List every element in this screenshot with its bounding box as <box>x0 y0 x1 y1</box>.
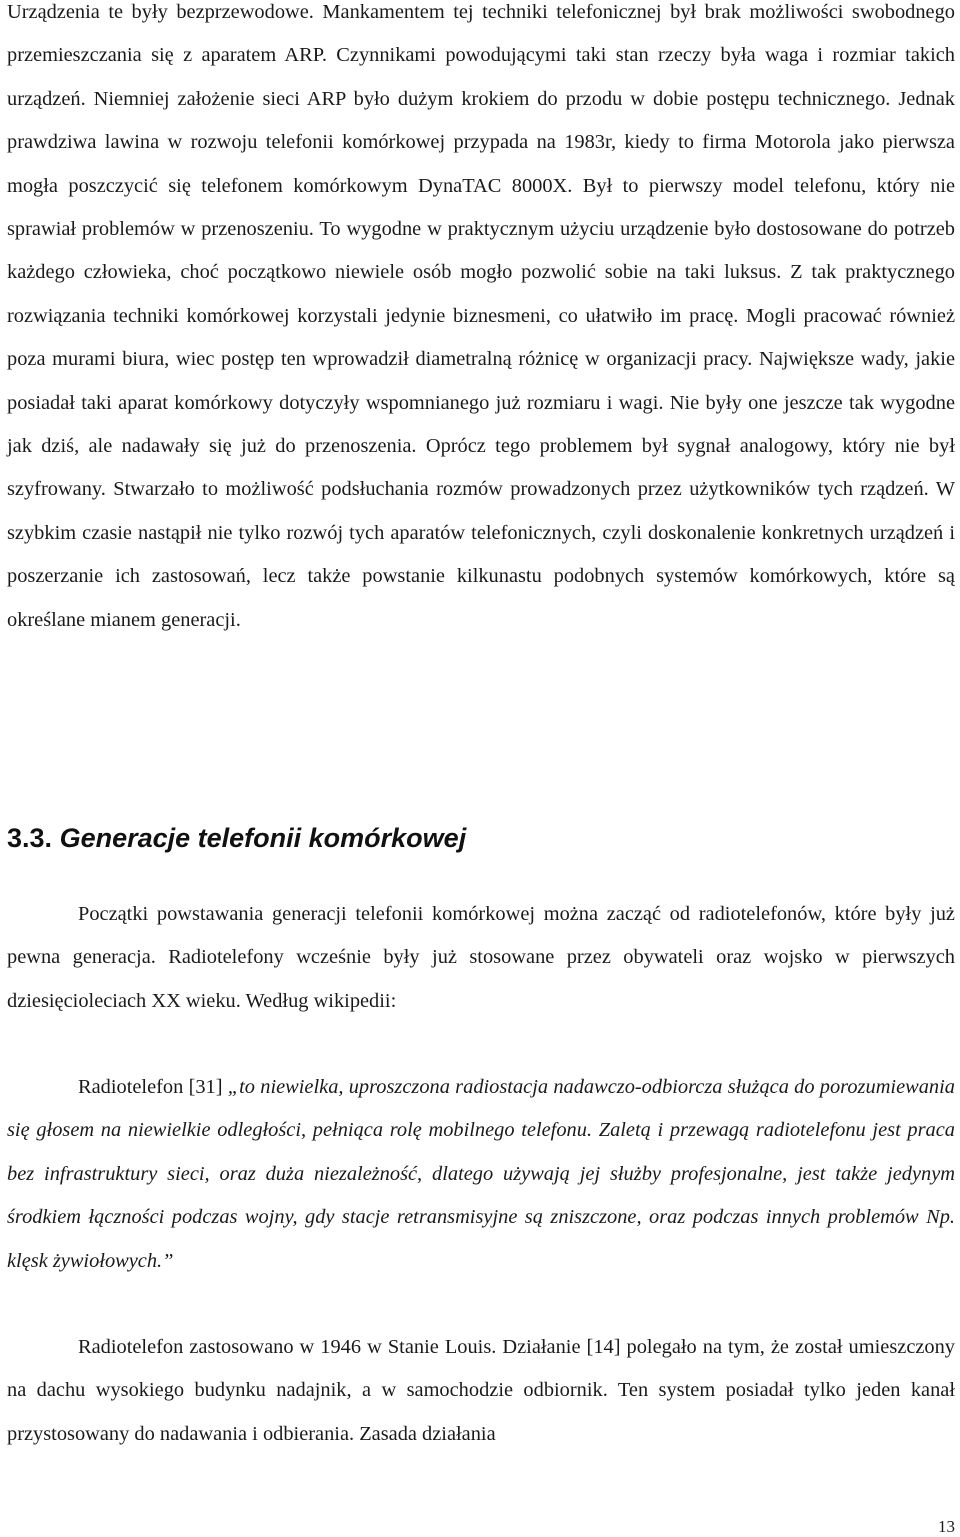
paragraph-intro: Urządzenia te były bezprzewodowe. Mankamentem tej techniki telefonicznej był brak możliwości swobodnego przemieszczania się z aparatem ARP. Czynnikami powodującymi taki stan rzeczy była waga i rozmiar takich urządzeń. Niemniej założenie sieci ARP było dużym krokiem do przodu w dobie postępu technicznego. Jednak prawdziwa lawina w rozwoju telefonii komórkowej przypada na 1983r, kiedy to firma Motorola jako pierwsza mogła poszczycić się telefonem komórkowym DynaTAC 8000X. Był to pierwszy model telefonu, który nie sprawiał problemów w przenoszeniu. To wygodne w praktycznym użyciu urządzenie było dostosowane do potrzeb każdego człowieka, choć początkowo niewiele osób mogło pozwolić sobie na taki luksus. Z tak praktycznego rozwiązania techniki komórkowej korzystali jedynie biznesmeni, co ułatwiło im pracę. Mogli pracować również poza murami biura, wiec postęp ten wprowadził diametralną różnicę w organizacji pracy. Największe wady, jakie posiadał taki aparat komórkowy dotyczyły wspomnianego już rozmiaru i wagi. Nie były one jeszcze tak wygodne jak dziś, ale nadawały się już do przenoszenia. Oprócz tego problemem był sygnał analogowy, który nie był szyfrowany. Stwarzało to możliwość podsłuchania rozmów prowadzonych przez użytkowników tych rządzeń. W szybkim czasie nastąpił nie tylko rozwój tych aparatów telefonicznych, czyli doskonalenie konkretnych urządzeń i poszerzanie ich zastosowań, lecz także powstanie kilkunastu podobnych systemów komórkowych, które są określane mianem generacji. <box>7 1 955 631</box>
paragraph-closing: Radiotelefon zastosowano w 1946 w Stanie Louis. Działanie [14] polegało na tym, że został umieszczony na dachu wysokiego budynku nadajnik, a w samochodzie odbiornik. Ten system posiadał tylko jeden kanał przystosowany do nadawania i odbierania. Zasada działania <box>7 1336 955 1445</box>
paragraph-quote <box>7 1066 955 1283</box>
section-number: 3.3. <box>7 823 53 853</box>
quote-text: „to niewielka, uproszczona radiostacja nadawczo-odbiorcza służąca do porozumiewania się głosem na niewielkie odległości, pełniąca rolę mobilnego telefonu. Zaletą i przewagą radiotelefonu jest praca bez infrastruktury sieci, oraz duża niezależność, dlatego używają jej służby profesjonalne, jest także jedynym środkiem łączności podczas wojny, gdy stacje retransmisyjne są zniszczone, oraz podczas innych problemów Np. klęsk żywiołowych.” <box>7 1076 955 1272</box>
quote-intro: Radiotelefon [31] <box>78 1076 228 1098</box>
paragraph-generations: Początki powstawania generacji telefonii komórkowej można zacząć od radiotelefonów, które były już pewna generacja. Radiotelefony wcześnie były już stosowane przez obywateli oraz wojsko w pierwszych dziesięcioleciach XX wieku. Według wikipedii: <box>7 903 955 1012</box>
section-title: Generacje telefonii komórkowej <box>59 823 467 853</box>
page-number: 13 <box>938 1517 955 1536</box>
section-heading <box>7 818 466 858</box>
